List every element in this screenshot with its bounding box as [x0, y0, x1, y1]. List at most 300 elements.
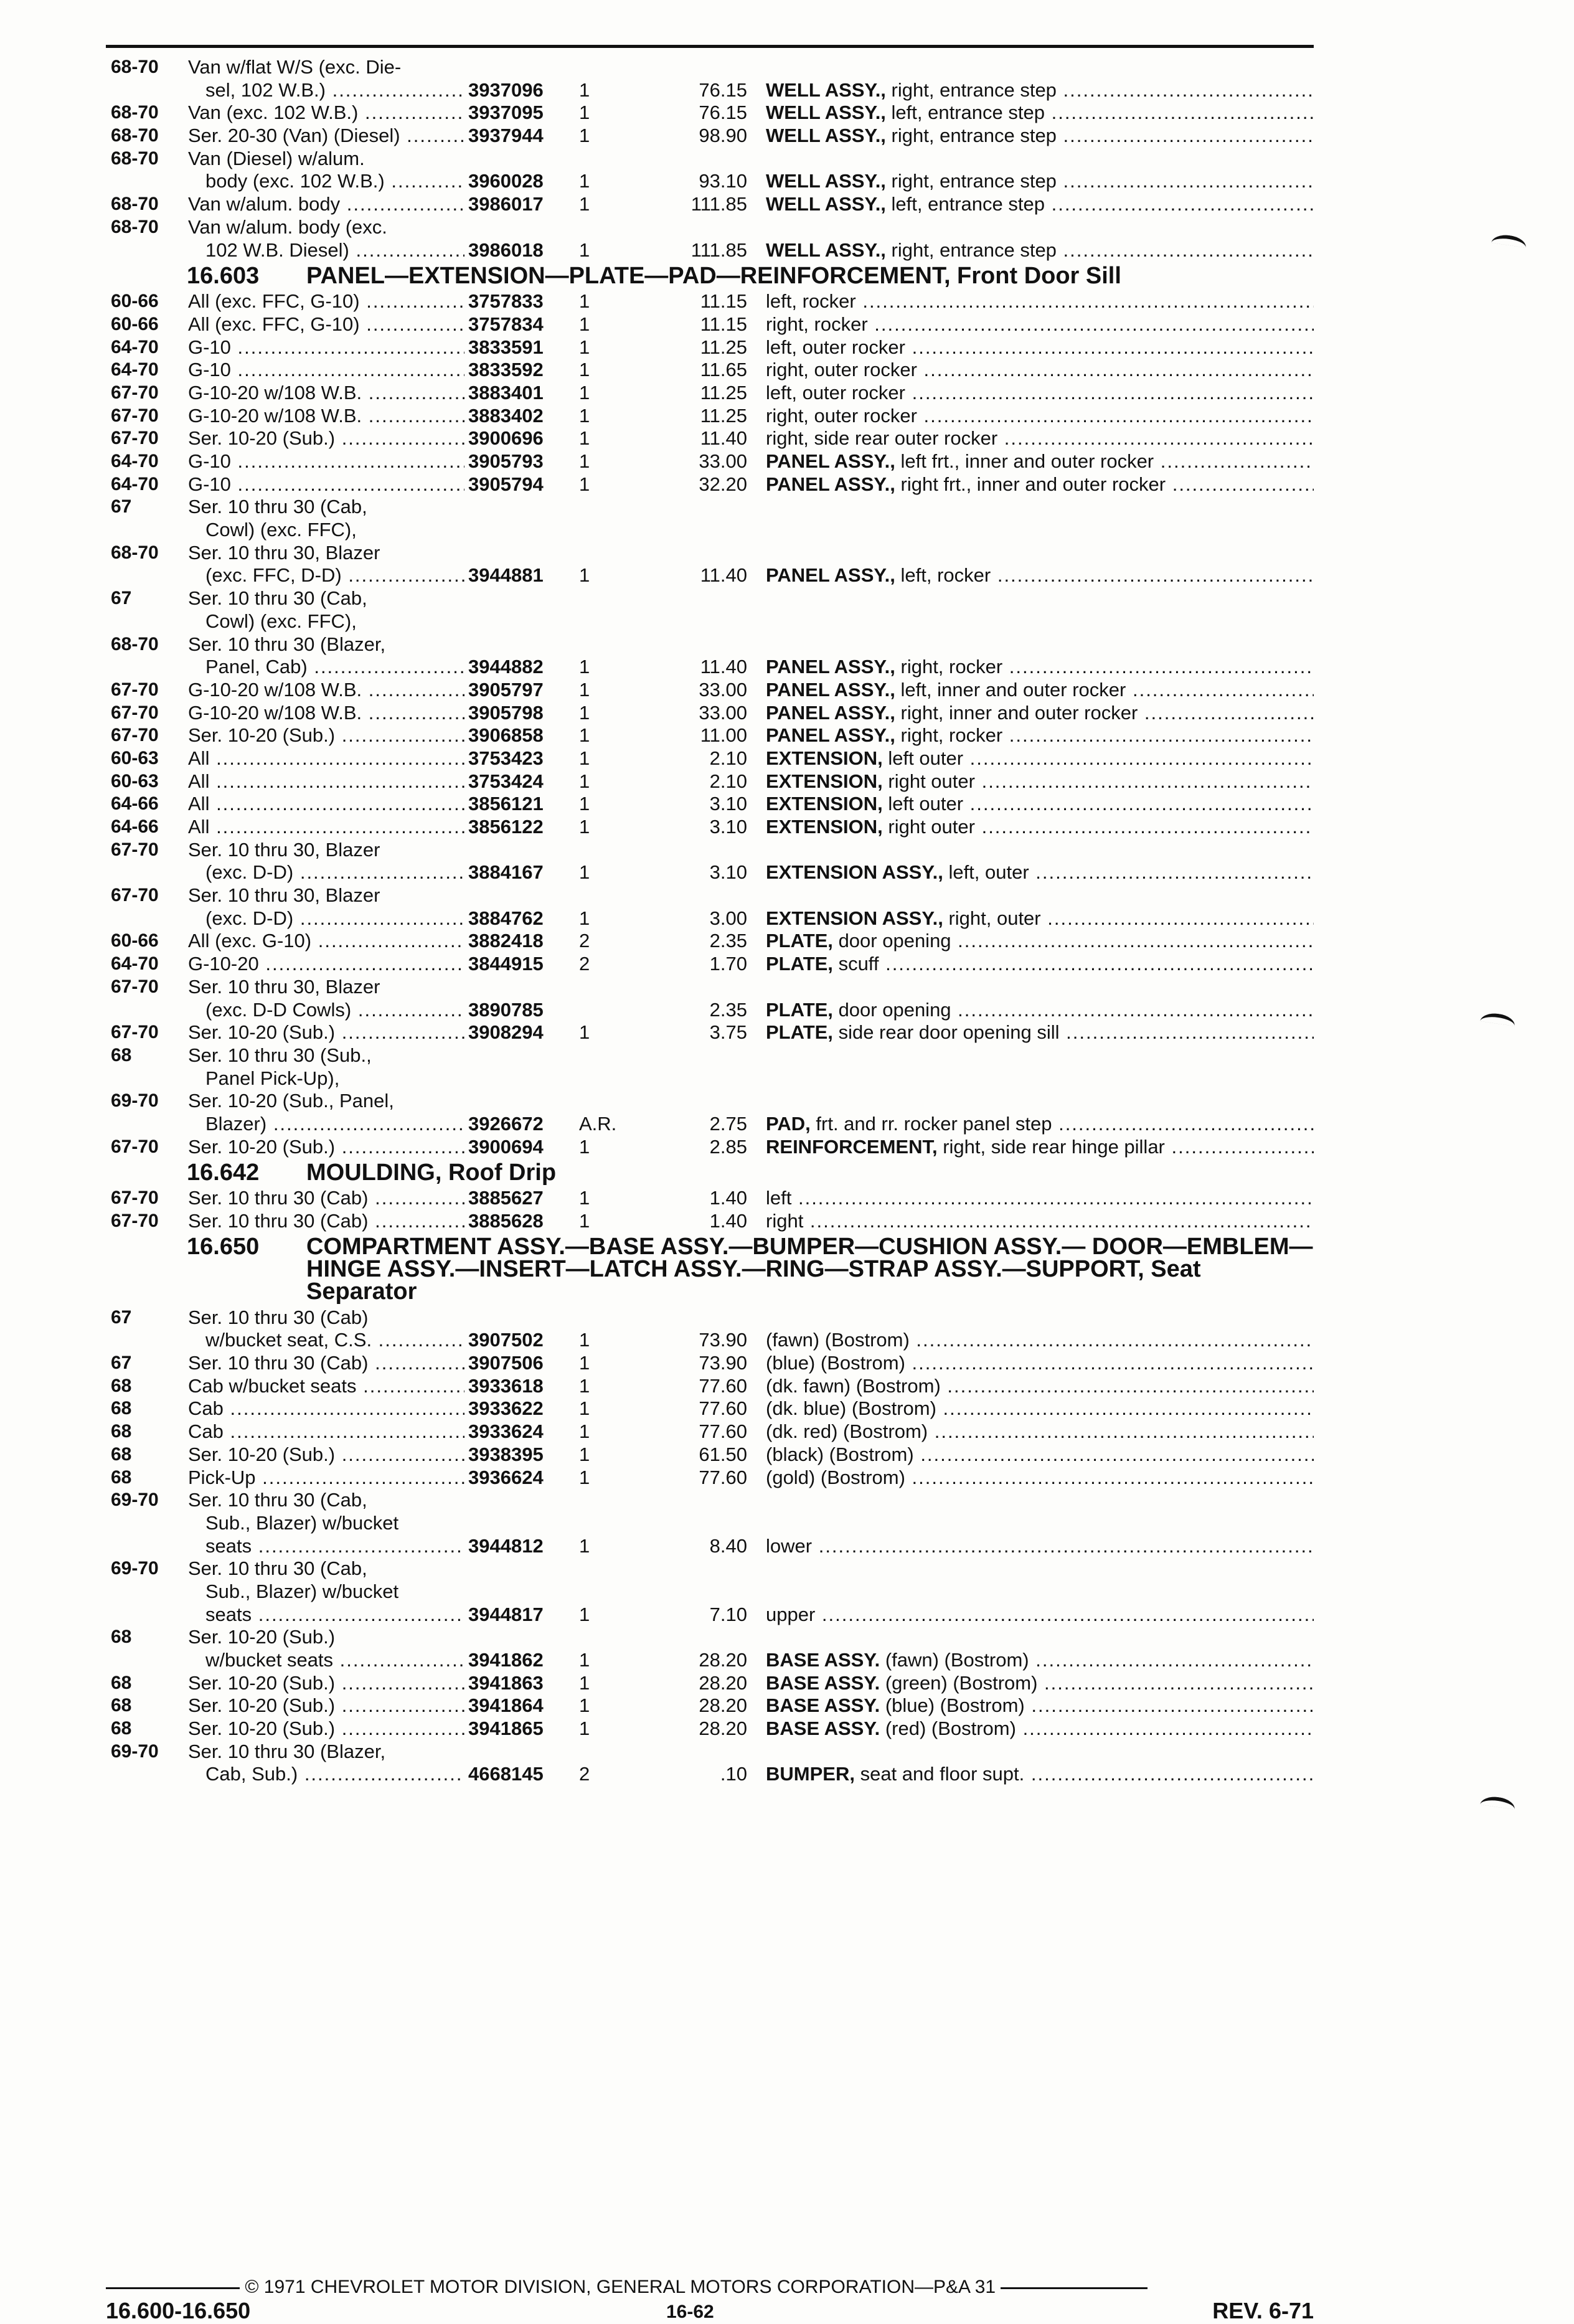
quantity: 1 [579, 193, 590, 215]
price: 98.90 [699, 125, 747, 147]
application: (exc. D-D Cowls) ..... [205, 999, 555, 1022]
model-years: 67-70 [111, 679, 159, 700]
quantity: 1 [579, 1187, 590, 1209]
part-number: 3941862 [464, 1649, 574, 1672]
description-text: left outer [888, 793, 964, 815]
price: 93.10 [699, 170, 747, 192]
description-text: right, rocker [900, 724, 1003, 747]
model-years: 67-70 [111, 1211, 159, 1231]
description-text: (dk. blue) (Bostrom) [766, 1397, 936, 1420]
part-number: 3941863 [464, 1672, 574, 1695]
application: G-10-20 w/108 W.B. ..... [188, 679, 555, 702]
price: 11.65 [700, 359, 747, 381]
description [766, 313, 1314, 336]
part-row [106, 679, 1314, 702]
section-heading [106, 1158, 1314, 1187]
model-years: 68-70 [111, 194, 159, 215]
part-row [106, 1375, 1314, 1398]
price: 76.15 [699, 102, 747, 124]
model-years: 67-70 [111, 725, 159, 746]
model-years: 69-70 [111, 1741, 159, 1762]
description [766, 473, 1314, 496]
part-row [106, 239, 1314, 262]
price: 11.40 [700, 427, 747, 450]
part-number: 3941864 [464, 1694, 574, 1717]
quantity: 1 [579, 701, 590, 724]
part-row [106, 336, 1314, 359]
description-text: scuff [838, 953, 879, 975]
part-row [106, 1187, 1314, 1210]
price: 8.40 [709, 1534, 747, 1557]
part-row [106, 56, 1314, 79]
description [766, 656, 1314, 679]
part-number: 3757834 [464, 313, 574, 336]
description-text: right frt., inner and outer rocker [900, 473, 1166, 495]
model-years: 67-70 [111, 1136, 159, 1157]
part-row [106, 148, 1314, 171]
description-text: (blue) (Bostrom) [885, 1694, 1025, 1717]
description [766, 1375, 1314, 1398]
part-number: 3905794 [464, 473, 574, 496]
model-years: 64-70 [111, 953, 159, 975]
application: Ser. 10 thru 30 (Blazer, [188, 1740, 386, 1762]
price: .10 [720, 1763, 747, 1785]
quantity: 1 [579, 1374, 590, 1397]
application: Cab ..... [188, 1397, 555, 1420]
description [766, 1694, 1314, 1717]
quantity: 1 [579, 1352, 590, 1374]
application: G-10-20 ..... [188, 953, 555, 976]
part-row [106, 1672, 1314, 1695]
part-row [106, 1443, 1314, 1467]
model-years: 67-70 [111, 1188, 159, 1209]
description [766, 1763, 1314, 1786]
application: Blazer) ..... [205, 1113, 555, 1136]
description [766, 1535, 1314, 1558]
model-years: 67-70 [111, 428, 159, 449]
description-text: right, outer rocker [766, 359, 917, 381]
description [766, 382, 1314, 405]
application: All (exc. FFC, G-10) ..... [188, 313, 555, 336]
price: 1.40 [709, 1210, 747, 1232]
quantity: 1 [579, 290, 590, 313]
description-text: upper [766, 1603, 816, 1625]
description-text: right [766, 1210, 804, 1232]
model-years: 67 [111, 496, 132, 517]
price: 32.20 [699, 473, 747, 495]
description [766, 1329, 1314, 1352]
application: Ser. 10-20 (Sub.) ..... [188, 1021, 555, 1044]
price: 11.25 [700, 381, 747, 404]
description-text: left, outer rocker [766, 381, 905, 404]
application: Ser. 10 thru 30 (Cab, [188, 1557, 367, 1580]
application: Ser. 10 thru 30 (Blazer, [188, 633, 386, 655]
application: Panel Pick-Up), [205, 1067, 340, 1089]
description-keyword: PANEL ASSY., [766, 473, 895, 495]
part-number: 3844915 [464, 953, 574, 976]
part-number: 3905793 [464, 450, 574, 473]
part-row [106, 1306, 1314, 1330]
description-keyword: BASE ASSY. [766, 1649, 880, 1671]
part-row [106, 1397, 1314, 1420]
description-keyword: EXTENSION, [766, 816, 883, 838]
description-text: (red) (Bostrom) [885, 1717, 1016, 1740]
model-years: 68 [111, 1627, 132, 1648]
description [766, 170, 1314, 193]
model-years: 64-66 [111, 793, 159, 815]
description-keyword: PANEL ASSY., [766, 701, 895, 724]
model-years: 69-70 [111, 1090, 159, 1112]
part-number: 3933624 [464, 1420, 574, 1443]
part-number: 3938395 [464, 1443, 574, 1467]
application: G-10 ..... [188, 336, 555, 359]
model-years: 69-70 [111, 1490, 159, 1511]
description [766, 1352, 1314, 1375]
description [766, 1113, 1314, 1136]
quantity: 1 [579, 473, 590, 495]
description [766, 102, 1314, 125]
quantity: 1 [579, 404, 590, 427]
price: 28.20 [699, 1671, 747, 1694]
part-number: 3753424 [464, 770, 574, 793]
description [766, 1021, 1314, 1044]
part-row [106, 953, 1314, 976]
quantity: 1 [579, 1534, 590, 1557]
application: Van (exc. 102 W.B.) ..... [188, 102, 555, 125]
description [766, 1717, 1314, 1741]
model-years: 68 [111, 1467, 132, 1488]
part-row [106, 907, 1314, 930]
application: All (exc. FFC, G-10) ..... [188, 290, 555, 313]
description [766, 907, 1314, 930]
model-years: 67 [111, 588, 132, 609]
price: 77.60 [699, 1420, 747, 1443]
price: 2.35 [709, 930, 747, 952]
description-keyword: BASE ASSY. [766, 1717, 880, 1740]
part-number: 3936624 [464, 1467, 574, 1490]
page-number: 16-62 [666, 2302, 714, 2322]
part-row [106, 793, 1314, 816]
model-years: 68 [111, 1718, 132, 1739]
quantity: 1 [579, 770, 590, 792]
model-years: 64-70 [111, 473, 159, 494]
part-row [106, 1763, 1314, 1786]
application: Van w/alum. body (exc. [188, 215, 387, 238]
description-text: lower [766, 1534, 813, 1557]
application: Cab w/bucket seats ..... [188, 1375, 555, 1398]
description-text: left, inner and outer rocker [900, 678, 1126, 701]
quantity: 1 [579, 1021, 590, 1044]
part-number: 3885627 [464, 1187, 574, 1210]
price: 61.50 [699, 1443, 747, 1465]
description [766, 816, 1314, 839]
part-row [106, 1649, 1314, 1672]
price: 28.20 [699, 1694, 747, 1717]
application: G-10-20 w/108 W.B. ..... [188, 405, 555, 428]
price: 76.15 [699, 78, 747, 101]
model-years: 60-66 [111, 291, 159, 312]
footer-rule-left [106, 2287, 240, 2289]
binding-mark [1480, 1011, 1516, 1026]
model-years: 64-70 [111, 359, 159, 380]
application: Ser. 10 thru 30 (Sub., [188, 1044, 372, 1066]
quantity: 1 [579, 1397, 590, 1420]
price: 7.10 [709, 1603, 747, 1625]
application: G-10-20 w/108 W.B. ..... [188, 382, 555, 405]
application: Ser. 10-20 (Sub.) ..... [188, 1672, 555, 1695]
application: Ser. 10 thru 30 (Cab, [188, 587, 367, 610]
model-years: 67-70 [111, 405, 159, 426]
part-number: 3833591 [464, 336, 574, 359]
application: Cowl) (exc. FFC), [205, 610, 357, 632]
application: Ser. 10-20 (Sub.) ..... [188, 1694, 555, 1717]
description [766, 930, 1314, 953]
description-text: left outer [888, 747, 964, 769]
description-text: right, entrance step [891, 125, 1057, 147]
part-number: 3986017 [464, 193, 574, 216]
price: 33.00 [699, 701, 747, 724]
part-number: 3941865 [464, 1717, 574, 1741]
application: Cab, Sub.) ..... [205, 1763, 555, 1786]
part-number: 3905797 [464, 679, 574, 702]
description-text: (black) (Bostrom) [766, 1443, 914, 1465]
application: Cowl) (exc. FFC), [205, 519, 357, 541]
part-row [106, 496, 1314, 519]
part-row [106, 1067, 1314, 1090]
description [766, 999, 1314, 1022]
part-number: 4668145 [464, 1763, 574, 1786]
quantity: 1 [579, 1420, 590, 1443]
description [766, 1649, 1314, 1672]
footer-rule-right [1001, 2287, 1148, 2289]
price: 1.70 [709, 953, 747, 975]
application: Van w/flat W/S (exc. Die- [188, 56, 402, 78]
quantity: 1 [579, 678, 590, 701]
quantity: 1 [579, 336, 590, 358]
description-keyword: PANEL ASSY., [766, 450, 895, 472]
part-number: 3908294 [464, 1021, 574, 1044]
quantity: 1 [579, 907, 590, 929]
description-keyword: WELL ASSY., [766, 239, 886, 261]
price: 11.25 [700, 336, 747, 358]
part-number: 3856121 [464, 793, 574, 816]
description-text: left, entrance step [891, 102, 1045, 124]
binding-mark [1480, 1795, 1516, 1810]
model-years: 60-66 [111, 313, 159, 334]
part-row [106, 290, 1314, 313]
application: All ..... [188, 747, 555, 770]
application: Ser. 10-20 (Sub.) ..... [188, 724, 555, 747]
model-years: 67 [111, 1353, 132, 1374]
part-row [106, 839, 1314, 862]
section-range: 16.600-16.650 [106, 2298, 251, 2323]
description-keyword: PLATE, [766, 998, 833, 1021]
application: Ser. 10 thru 30 (Cab) ..... [188, 1187, 555, 1210]
description-text: left, outer rocker [766, 336, 905, 358]
part-row [106, 1626, 1314, 1649]
part-row [106, 405, 1314, 428]
quantity: 1 [579, 793, 590, 815]
model-years: 67-70 [111, 885, 159, 906]
application: Ser. 20-30 (Van) (Diesel) ..... [188, 125, 555, 148]
description-text: right outer [888, 816, 975, 838]
description [766, 1672, 1314, 1695]
price: 1.40 [709, 1187, 747, 1209]
application: Ser. 10 thru 30 (Cab) [188, 1306, 369, 1328]
description-keyword: EXTENSION ASSY., [766, 907, 943, 929]
quantity: 1 [579, 724, 590, 747]
application: seats ..... [205, 1535, 555, 1558]
price: 73.90 [699, 1352, 747, 1374]
application: (exc. D-D) ..... [205, 907, 555, 930]
section-number: 16.642 [187, 1160, 260, 1186]
description [766, 1210, 1314, 1233]
model-years: 68 [111, 1044, 132, 1065]
description [766, 290, 1314, 313]
part-number: 3906858 [464, 724, 574, 747]
application: All ..... [188, 770, 555, 793]
model-years: 60-66 [111, 930, 159, 952]
quantity: 1 [579, 1694, 590, 1717]
application: Van (Diesel) w/alum. [188, 147, 365, 169]
quantity: 1 [579, 427, 590, 450]
part-row [106, 1580, 1314, 1604]
model-years: 68-70 [111, 216, 159, 237]
quantity: 2 [579, 930, 590, 952]
part-number: 3884762 [464, 907, 574, 930]
application: All ..... [188, 793, 555, 816]
quantity: 1 [579, 381, 590, 404]
description [766, 1443, 1314, 1467]
application: Ser. 10 thru 30 (Cab, [188, 496, 367, 518]
model-years: 68-70 [111, 57, 159, 77]
price: 3.75 [709, 1021, 747, 1044]
part-number: 3882418 [464, 930, 574, 953]
part-row [106, 610, 1314, 633]
part-row [106, 1604, 1314, 1627]
quantity: 2 [579, 1763, 590, 1785]
description [766, 239, 1314, 262]
description-keyword: EXTENSION, [766, 747, 883, 769]
description [766, 861, 1314, 884]
description-text: (gold) (Bostrom) [766, 1466, 905, 1488]
revision-label: REV. 6-71 [1212, 2298, 1314, 2323]
application: Ser. 10-20 (Sub., Panel, [188, 1090, 394, 1112]
part-row [106, 1420, 1314, 1443]
part-number: 3900696 [464, 427, 574, 450]
part-row [106, 1535, 1314, 1558]
description-text: side rear door opening sill [838, 1021, 1060, 1044]
quantity: 1 [579, 1443, 590, 1465]
part-number: 3944882 [464, 656, 574, 679]
part-number: 3937944 [464, 125, 574, 148]
model-years: 64-70 [111, 451, 159, 471]
part-number: 3883401 [464, 382, 574, 405]
part-row [106, 1329, 1314, 1352]
part-number: 3933622 [464, 1397, 574, 1420]
application: Van w/alum. body ..... [188, 193, 555, 216]
part-number: 3856122 [464, 816, 574, 839]
part-row [106, 473, 1314, 496]
description [766, 427, 1314, 450]
description [766, 1420, 1314, 1443]
part-row [106, 702, 1314, 725]
description-keyword: PANEL ASSY., [766, 564, 895, 587]
description-keyword: WELL ASSY., [766, 170, 886, 192]
part-number: 3944881 [464, 564, 574, 587]
description-text: right, entrance step [891, 239, 1057, 261]
model-years: 64-70 [111, 336, 159, 357]
price: 28.20 [699, 1649, 747, 1671]
part-number: 3937095 [464, 102, 574, 125]
price: 11.15 [700, 290, 747, 313]
description-text: door opening [838, 930, 951, 952]
description [766, 79, 1314, 102]
price: 3.10 [709, 793, 747, 815]
description-text: left, entrance step [891, 193, 1045, 215]
application: G-10 ..... [188, 359, 555, 382]
application: (exc. D-D) ..... [205, 861, 555, 884]
model-years: 68 [111, 1672, 132, 1693]
application: Ser. 10-20 (Sub.) ..... [188, 1717, 555, 1741]
application: G-10 ..... [188, 473, 555, 496]
part-row [106, 587, 1314, 610]
quantity: 1 [579, 1649, 590, 1671]
description-keyword: EXTENSION, [766, 793, 883, 815]
description-text: left, rocker [900, 564, 991, 587]
application: Sub., Blazer) w/bucket [205, 1511, 399, 1534]
application: body (exc. 102 W.B.) ..... [205, 170, 555, 193]
price: 3.10 [709, 816, 747, 838]
application: sel, 102 W.B.) ..... [205, 79, 555, 102]
section-heading [106, 262, 1314, 290]
application: Ser. 10 thru 30 (Cab, [188, 1489, 367, 1511]
price: 111.85 [690, 239, 747, 261]
part-number: 3944817 [464, 1604, 574, 1627]
copyright-line [106, 2277, 1314, 2298]
part-row [106, 313, 1314, 336]
parts-list [106, 56, 1314, 1786]
price: 11.40 [700, 656, 747, 678]
model-years: 68-70 [111, 633, 159, 654]
model-years: 68 [111, 1695, 132, 1716]
description-text: right, rocker [766, 313, 868, 335]
application: w/bucket seat, C.S. ..... [205, 1329, 555, 1352]
description [766, 359, 1314, 382]
part-row [106, 1021, 1314, 1044]
model-years: 67-70 [111, 382, 159, 403]
application: Ser. 10 thru 30, Blazer [188, 975, 380, 998]
part-number: 3890785 [464, 999, 574, 1022]
part-row [106, 1136, 1314, 1159]
model-years: 68 [111, 1398, 132, 1419]
part-number: 3833592 [464, 359, 574, 382]
price: 111.85 [690, 193, 747, 215]
part-row [106, 656, 1314, 679]
description [766, 1397, 1314, 1420]
description-keyword: PLATE, [766, 930, 833, 952]
quantity: 1 [579, 125, 590, 147]
model-years: 67 [111, 1306, 132, 1328]
description-keyword: WELL ASSY., [766, 125, 886, 147]
part-row [106, 519, 1314, 542]
quantity: 1 [579, 1329, 590, 1351]
model-years: 68 [111, 1421, 132, 1442]
part-row [106, 1467, 1314, 1490]
price: 73.90 [699, 1329, 747, 1351]
quantity: 1 [579, 1671, 590, 1694]
description [766, 1187, 1314, 1210]
